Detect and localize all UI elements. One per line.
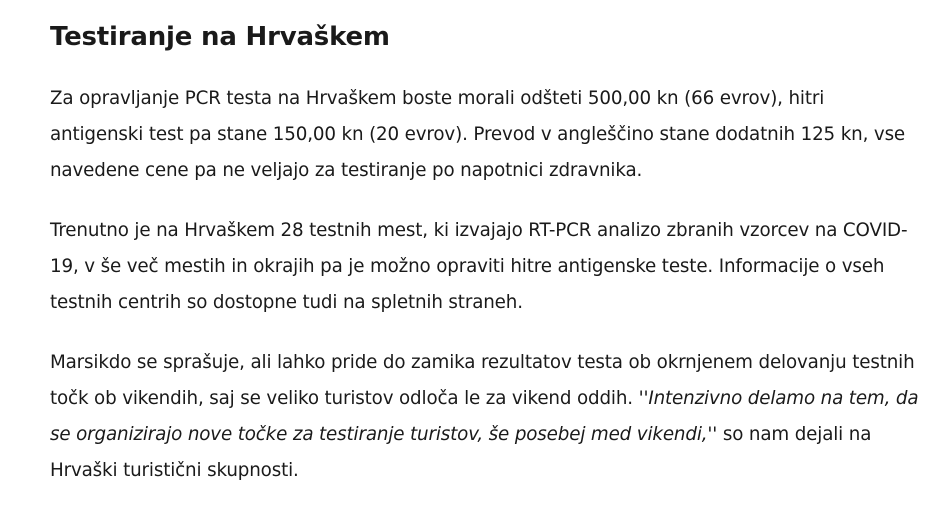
article-body xyxy=(50,18,920,489)
section-heading: Testiranje na Hrvaškem xyxy=(50,22,390,52)
paragraph-weekend-text: Marsikdo se sprašuje, ali lahko pride do zamika rezultatov testa ob okrnjenem delovanju testnih točk ob vikendih, saj se veliko turistov odloča le za vikend oddih. xyxy=(50,352,915,409)
tourism-board-quote: ''Intenzivno delamo na tem, da se organizirajo nove točke za testiranje turistov, še posebej med vikendi,'' xyxy=(50,388,919,445)
paragraph-testing-locations: Trenutno je na Hrvaškem 28 testnih mest, ki izvajajo RT-PCR analizo zbranih vzorcev na COVID-19, v še več mestih in okrajih pa je možno opraviti hitre antigenske teste. Informacije o vseh testnih centrih so dostopne tudi na spletnih straneh. xyxy=(50,220,908,313)
paragraph-test-prices: Za opravljanje PCR testa na Hrvaškem boste morali odšteti 500,00 kn (66 evrov), hitri antigenski test pa stane 150,00 kn (20 evrov). Prevod v angleščino stane dodatnih 125 kn, vse navedene cene pa ne veljajo za testiranje po napotnici zdravnika. xyxy=(50,88,906,181)
quote-attribution: so nam dejali na Hrvaški turistični skupnosti. xyxy=(50,424,872,481)
paragraph-weekend-delays xyxy=(50,345,920,489)
